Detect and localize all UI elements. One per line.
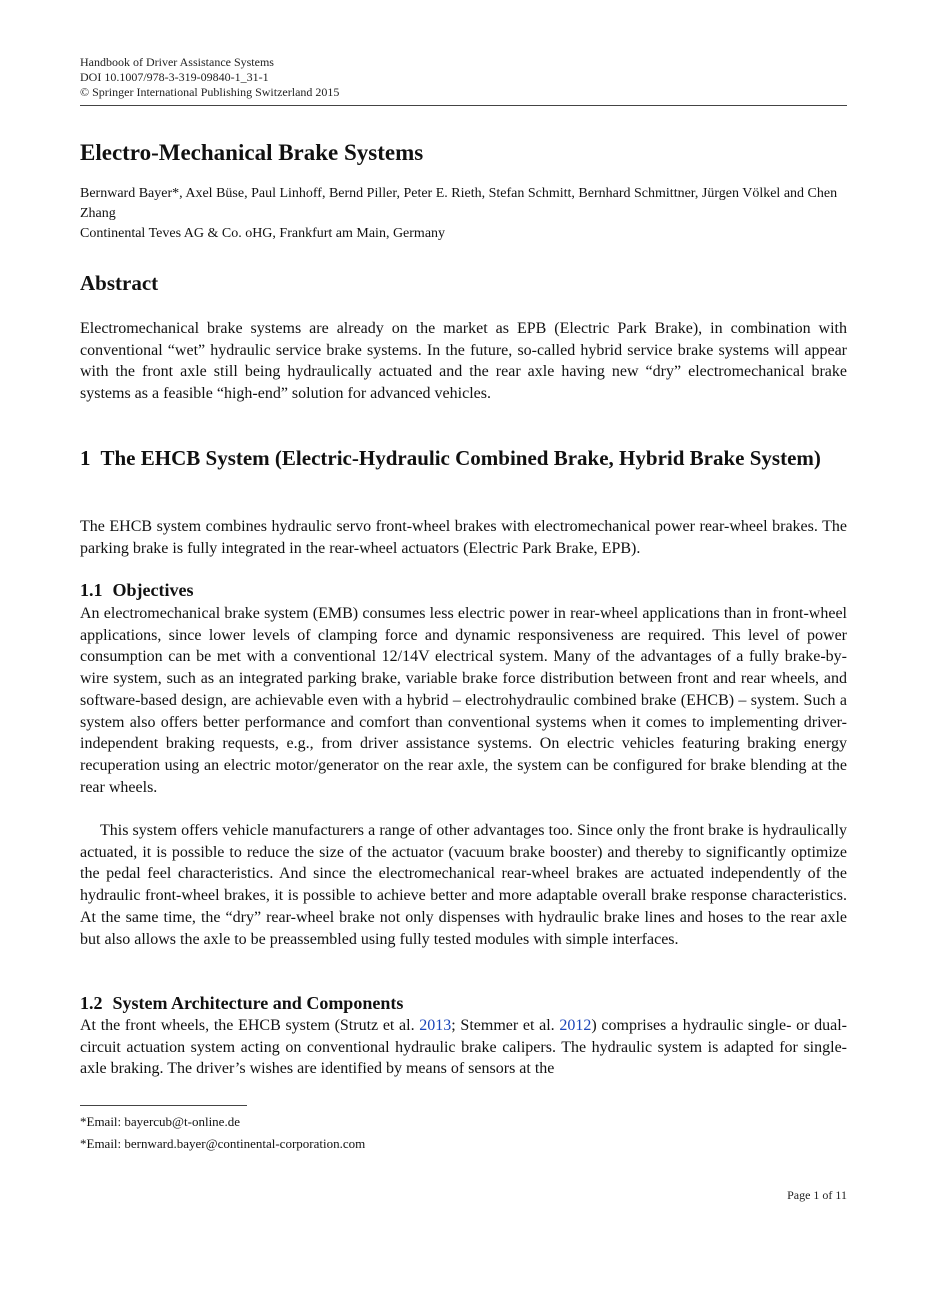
paper-title: Electro-Mechanical Brake Systems <box>80 140 424 165</box>
header-copyright: © Springer International Publishing Switzerland 2015 <box>80 85 340 99</box>
section-1-title: The EHCB System (Electric-Hydraulic Combined Brake, Hybrid Brake System) <box>100 446 821 470</box>
section-1-2-title: System Architecture and Components <box>112 993 404 1013</box>
section-1-number: 1 <box>80 446 91 470</box>
section-1-2-text-a: At the front wheels, the EHCB system (Strutz et al. <box>80 1017 420 1034</box>
footnote-divider <box>80 1105 247 1106</box>
journal-header <box>80 55 339 100</box>
section-1-2-text-c: ) comprises a hydraulic single- or dual-circuit actuation system acting on conventional hydraulic brake calipers. The hydraulic system is adapted for single-axle braking. The driver’s wishes are identified by means of sensors at the <box>80 1017 847 1078</box>
author-block <box>80 184 847 244</box>
page-number: Page 1 of 11 <box>787 1188 847 1202</box>
section-1-1-paragraph-1: An electromechanical brake system (EMB) consumes less electric power in rear-wheel applications than in front-wheel applications, since lower levels of clamping force and dynamic responsiveness are required. This level of power consumption can be met with a conventional 12/14V electrical system. Many of the advantages of a fully brake-by-wire system, such as an integrated parking brake, variable brake force distribution between front and rear wheels, and software-based design, are achievable even with a hybrid – electrohydraulic combined brake (EHCB) – system. Such a system also offers better performance and comfort than conventional systems when it comes to implementing driver-independent braking requests, e.g., from driver assistance systems. On electric vehicles featuring braking energy recuperation using an electric motor/generator on the rear axle, the system can be configured for brake blending at the rear wheels. <box>80 605 847 796</box>
abstract-heading: Abstract <box>80 271 159 295</box>
header-divider <box>80 105 847 106</box>
section-1-heading <box>80 446 847 471</box>
header-doi: DOI 10.1007/978-3-319-09840-1_31-1 <box>80 70 269 84</box>
section-1-2-heading <box>80 992 403 1014</box>
section-1-1-number: 1.1 <box>80 580 103 600</box>
section-1-1-paragraph-2: This system offers vehicle manufacturers a range of other advantages too. Since only the front brake is hydraulically actuated, it is possible to reduce the size of the actuator (vacuum brake booster) and thereby to significantly optimize the pedal feel characteristics. And since the electromechanical rear-wheel brakes are actuated independently of the hydraulic front-wheel brakes, it is possible to achieve better and more adaptable overall brake response characteristics. At the same time, the “dry” rear-wheel brake not only dispenses with hydraulic brake lines and hoses to the rear axle but also allows the axle to be preassembled using fully tested modules with simple interfaces. <box>80 822 847 948</box>
footnote-email-1: *Email: bayercub@t-online.de <box>80 1114 240 1129</box>
citation-link-2012[interactable]: 2012 <box>559 1017 592 1034</box>
section-1-2-text <box>80 1015 847 1080</box>
footnote-email-2: *Email: bernward.bayer@continental-corporation.com <box>80 1136 366 1151</box>
abstract-text: Electromechanical brake systems are already on the market as EPB (Electric Park Brake), in combination with conventional “wet” hydraulic service brake systems. In the future, so-called hybrid service brake systems will appear with the front axle still being hydraulically actuated and the rear axle having new “dry” electromechanical brake systems as a feasible “high-end” solution for advanced vehicles. <box>80 320 847 403</box>
citation-link-2013[interactable]: 2013 <box>419 1017 452 1034</box>
author-affiliation: Continental Teves AG & Co. oHG, Frankfurt am Main, Germany <box>80 226 446 241</box>
section-1-2-number: 1.2 <box>80 993 103 1013</box>
section-1-1-heading <box>80 579 193 601</box>
section-1-text: The EHCB system combines hydraulic servo front-wheel brakes with electromechanical power rear-wheel brakes. The parking brake is fully integrated in the rear-wheel actuators (Electric Park Brake, EPB). <box>80 518 847 557</box>
header-book-title: Handbook of Driver Assistance Systems <box>80 55 274 69</box>
author-names: Bernward Bayer*, Axel Büse, Paul Linhoff, Bernd Piller, Peter E. Rieth, Stefan Schmitt, Bernhard Schmittner, Jürgen Völkel and Chen Zhang <box>80 186 838 221</box>
section-1-1-title: Objectives <box>112 580 194 600</box>
section-1-2-text-b: ; Stemmer et al. <box>451 1017 560 1034</box>
